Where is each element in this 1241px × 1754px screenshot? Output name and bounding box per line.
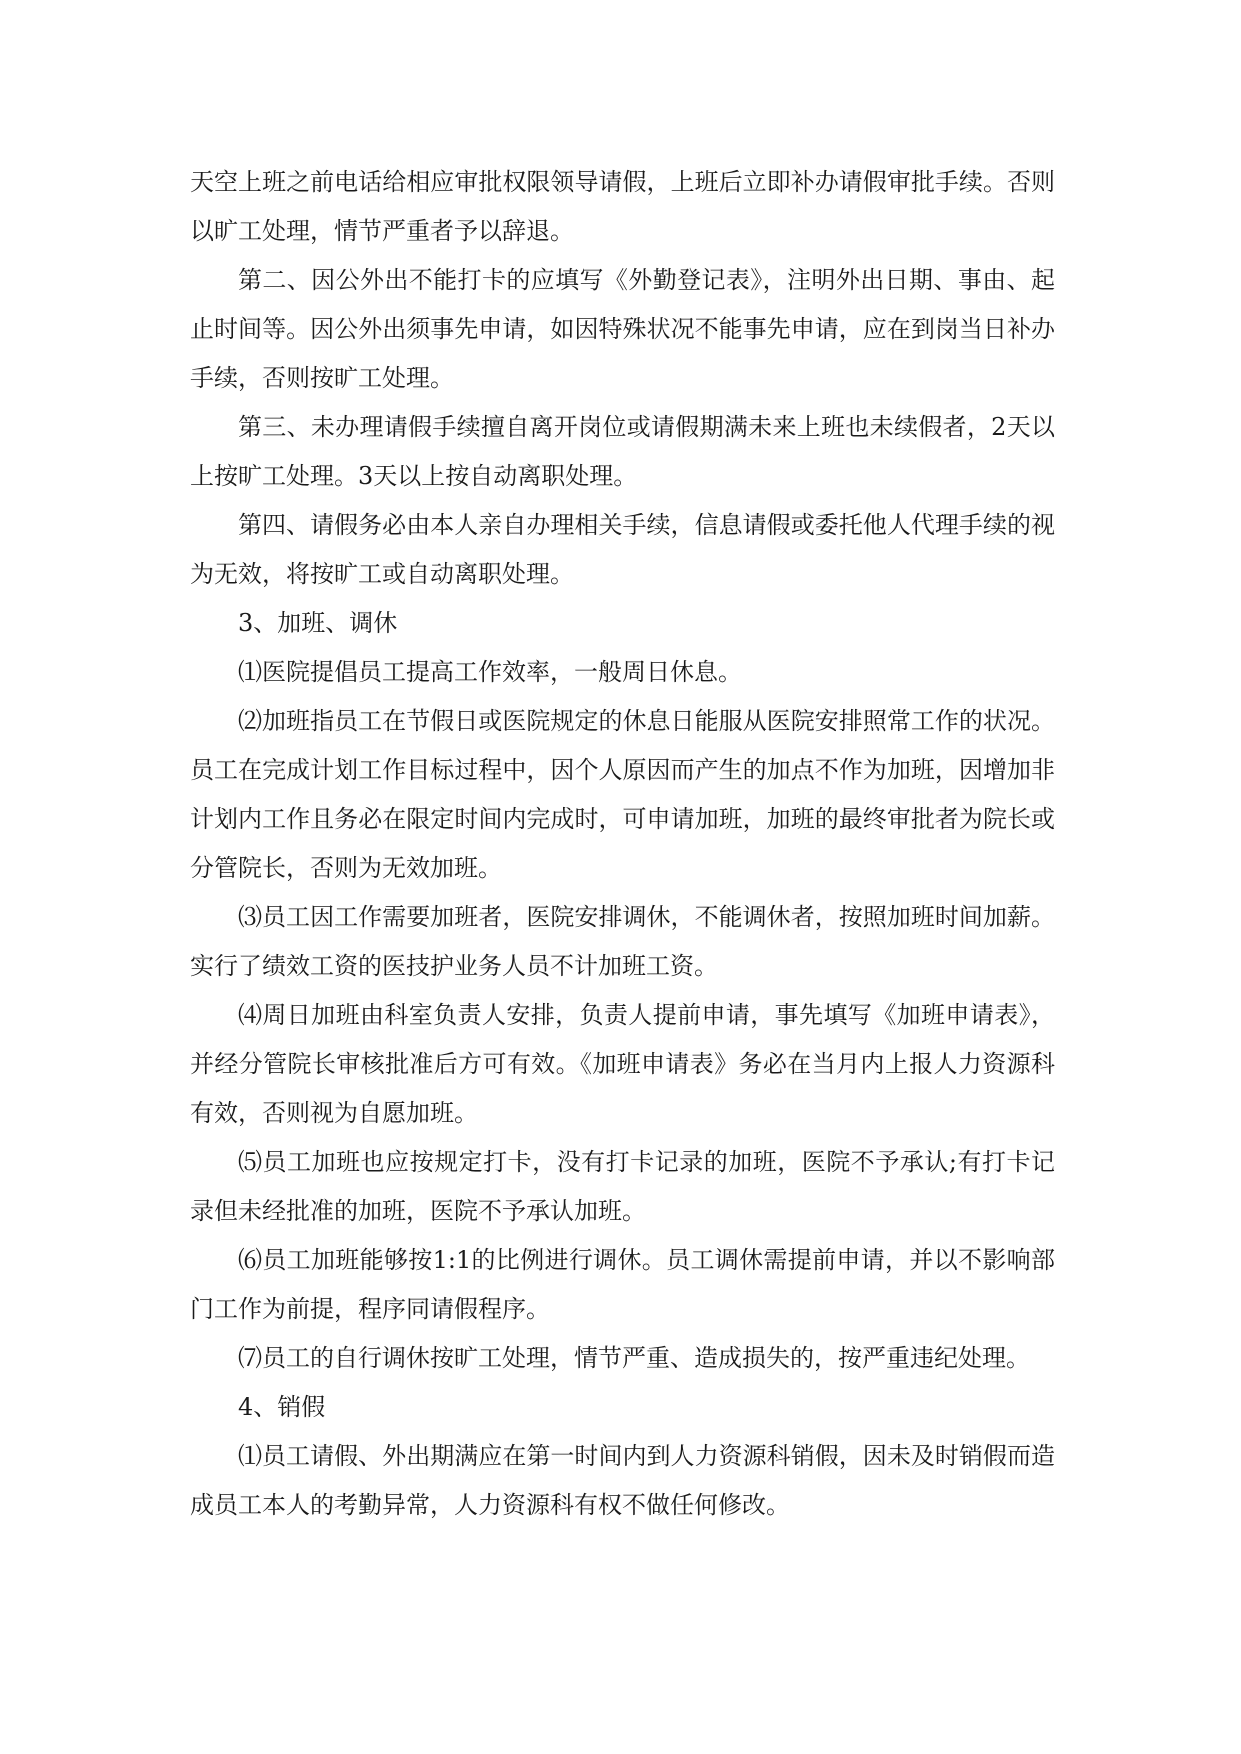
paragraph-rule-two: 第二、因公外出不能打卡的应填写《外勤登记表》，注明外出日期、事由、起止时间等。因公外出须事先申请，如因特殊状况不能事先申请，应在到岗当日补办手续，否则按旷工处理。: [190, 266, 1055, 392]
paragraph-overtime-2: ⑵加班指员工在节假日或医院规定的休息日能服从医院安排照常工作的状况。员工在完成计划工作目标过程中，因个人原因而产生的加点不作为加班，因增加非计划内工作且务必在限定时间内完成时，可申请加班，加班的最终审批者为院长或分管院长，否则为无效加班。: [190, 707, 1055, 882]
paragraph-rule-four: 第四、请假务必由本人亲自办理相关手续，信息请假或委托他人代理手续的视为无效，将按旷工或自动离职处理。: [190, 511, 1055, 588]
paragraph-continuation: 天空上班之前电话给相应审批权限领导请假，上班后立即补办请假审批手续。否则以旷工处理，情节严重者予以辞退。: [190, 168, 1055, 245]
paragraph-rule-three: 第三、未办理请假手续擅自离开岗位或请假期满未来上班也未续假者，2天以上按旷工处理。3天以上按自动离职处理。: [190, 413, 1055, 490]
paragraph-overtime-7: ⑺员工的自行调休按旷工处理，情节严重、造成损失的，按严重违纪处理。: [238, 1344, 1030, 1372]
paragraph-overtime-3: ⑶员工因工作需要加班者，医院安排调休，不能调休者，按照加班时间加薪。实行了绩效工资的医技护业务人员不计加班工资。: [190, 903, 1055, 980]
section-heading-overtime: 3、加班、调休: [238, 609, 398, 637]
paragraph-overtime-4: ⑷周日加班由科室负责人安排，负责人提前申请，事先填写《加班申请表》，并经分管院长审核批准后方可有效。《加班申请表》务必在当月内上报人力资源科有效，否则视为自愿加班。: [190, 1001, 1055, 1127]
paragraph-overtime-6: ⑹员工加班能够按1:1的比例进行调休。员工调休需提前申请，并以不影响部门工作为前提，程序同请假程序。: [190, 1246, 1055, 1323]
paragraph-overtime-1: ⑴医院提倡员工提高工作效率，一般周日休息。: [238, 658, 742, 686]
paragraph-overtime-5: ⑸员工加班也应按规定打卡，没有打卡记录的加班，医院不予承认;有打卡记录但未经批准的加班，医院不予承认加班。: [190, 1148, 1055, 1225]
document-body: [190, 158, 1055, 1530]
paragraph-cancel-leave-1: ⑴员工请假、外出期满应在第一时间内到人力资源科销假，因未及时销假而造成员工本人的考勤异常，人力资源科有权不做任何修改。: [190, 1442, 1055, 1519]
section-heading-cancel-leave: 4、销假: [238, 1393, 326, 1421]
